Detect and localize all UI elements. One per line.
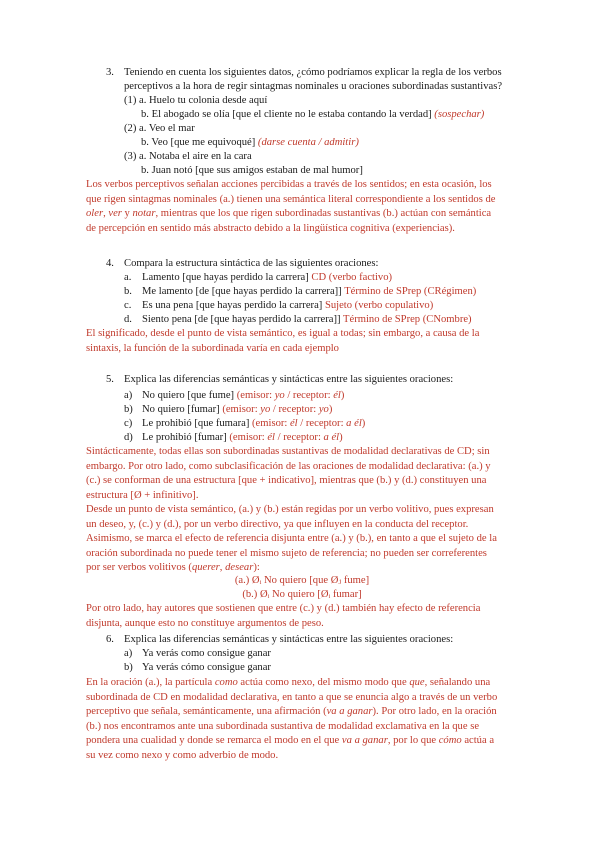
list-item: (2) a. Veo el mar <box>124 123 195 134</box>
answer-3: Los verbos perceptivos señalan acciones percibidas a través de los sentidos; en esta ocasión, los que rigen sintagmas nominales (a.) tienen una semántica literal correspondiente a los sentidos de oler, ver y notar, mientras que los que rigen subordinadas sustantivas (b.) actúan con semántica de percepción en sentido más abstracto debido a la lingüística cognitiva (experiencias). <box>86 179 496 234</box>
list-item: b) No quiero [fumar] (emisor: yo / receptor: yo) <box>124 404 333 415</box>
list-item: a) No quiero [que fume] (emisor: yo / receptor: él) <box>124 390 345 401</box>
question-number: 5. <box>106 374 114 385</box>
question-3 <box>106 66 526 94</box>
list-item: a) Ya verás como consigue ganar <box>124 648 271 659</box>
example-b: (b.) Øᵢ No quiero [Øᵢ fumar] <box>242 589 362 600</box>
list-item: d) Le prohibió [fumar] (emisor: él / receptor: a él) <box>124 432 343 443</box>
question-4 <box>106 257 526 271</box>
question-6 <box>106 633 526 647</box>
list-item: c. Es una pena [que hayas perdido la carrera] Sujeto (verbo copulativo) <box>124 300 434 311</box>
answer-4: El significado, desde el punto de vista semántico, es igual a todas; sin embargo, a causa de la sintaxis, la función de la subordinada varía en cada ejemplo <box>86 328 480 354</box>
list-item: b. Me lamento [de [que hayas perdido la carrera]] Término de SPrep (CRégimen) <box>124 286 477 297</box>
question-5 <box>106 373 526 387</box>
list-item: b) Ya verás cómo consigue ganar <box>124 662 271 673</box>
question-number: 3. <box>106 67 114 78</box>
list-item: (1) a. Huelo tu colonia desde aquí <box>124 95 268 106</box>
list-item: (3) a. Notaba el aire en la cara <box>124 151 252 162</box>
question-prompt: Explica las diferencias semánticas y sintácticas entre las siguientes oraciones: <box>124 374 454 385</box>
question-prompt: Explica las diferencias semánticas y sintácticas entre las siguientes oraciones: <box>124 634 454 645</box>
question-number: 6. <box>106 634 114 645</box>
list-item: c) Le prohibió [que fumara] (emisor: él / receptor: a él) <box>124 418 366 429</box>
list-item: b. Veo [que me equivoqué] (darse cuenta / admitir) <box>141 137 359 148</box>
question-prompt: Teniendo en cuenta los siguientes datos, ¿cómo podríamos explicar la regla de los verbos perceptivos a la hora de regir sintagmas nominales u oraciones subordinadas sustantivas? <box>124 67 503 92</box>
list-item: b. El abogado se olía [que el cliente no le estaba contando la verdad] (sospechar) <box>141 109 485 120</box>
answer-5: Sintácticamente, todas ellas son subordinadas sustantivas de modalidad declarativas de CD; sin embargo. Por otro lado, como subclasificación de las oraciones de modalidad declarativa: (a.) y (c.) se conforman de una estructura [que + indicativo], mientras que (b.) y (d.) constituyen una estructura [Ø + infinitivo]. Desde un punto de vista semántico, (a.) y (b.) están regidas por un verbo volitivo, pues expresan un deseo, y, (c.) y (d.), por un verbo directivo, ya que influyen en la conducta del receptor. Asimismo, se marca el efecto de referencia disjunta entre (a.) y (b.), en tanto a que el sujeto de la oración subordinada no puede tener el mismo sujeto de referencia; no pueden ser correferentes por ser verbos volitivos (querer, desear): <box>86 446 497 573</box>
answer-5-continued: Por otro lado, hay autores que sostienen que entre (c.) y (d.) también hay efecto de referencia disjunta, aunque esto no constituye argumentos de peso. <box>86 603 481 629</box>
example-a: (a.) Øᵢ No quiero [que Øⱼ fume] <box>234 575 370 586</box>
question-number: 4. <box>106 258 114 269</box>
answer-6: En la oración (a.), la partícula como actúa como nexo, del mismo modo que que, señalando una subordinada de CD en modalidad declarativa, en tanto a que se enuncia algo a través de un verbo perceptivo que señala, semánticamente, una afirmación (va a ganar). Por otro lado, en la oración (b.) nos encontramos ante una subordinada sustantiva de modalidad exclamativa en la que se pondera una cualidad y donde se remarca el modo en el que va a ganar, por lo que cómo actúa a su vez como nexo y como adverbio de modo. <box>86 677 498 761</box>
list-item: d. Siento pena [de [que hayas perdido la carrera]] Término de SPrep (CNombre) <box>124 314 472 325</box>
list-item: b. Juan notó [que sus amigos estaban de mal humor] <box>141 165 363 176</box>
list-item: a. Lamento [que hayas perdido la carrera] CD (verbo factivo) <box>124 272 393 283</box>
question-prompt: Compara la estructura sintáctica de las siguientes oraciones: <box>124 258 379 269</box>
